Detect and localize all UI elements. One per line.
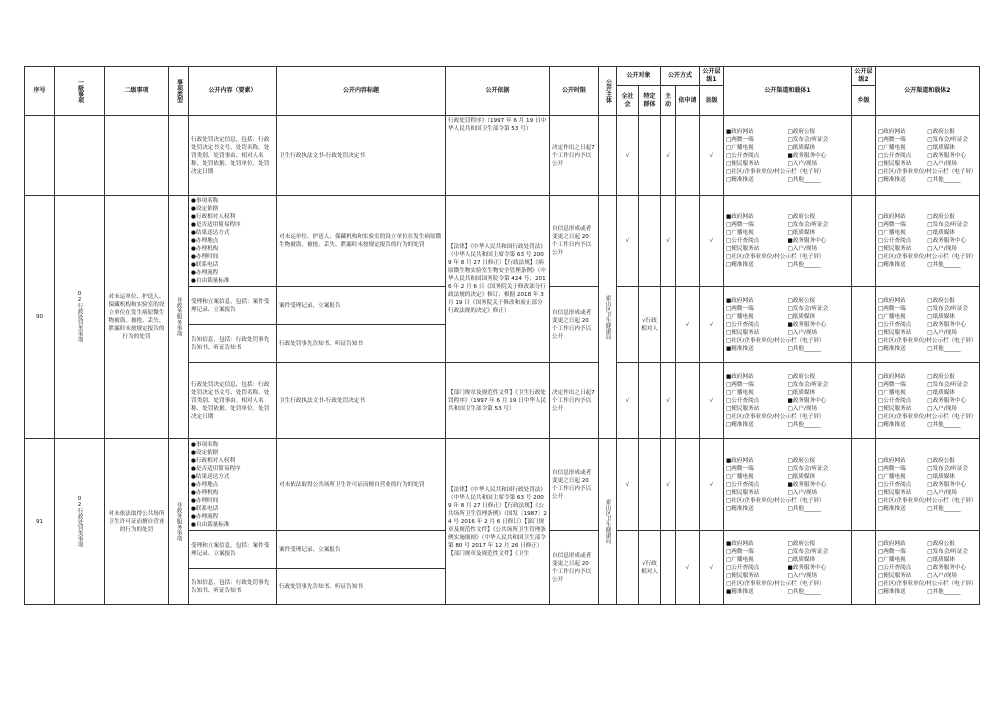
channel-option: ■政务服务中心 bbox=[787, 152, 827, 159]
title-cell: 案件受理记录、立案报告 bbox=[277, 287, 446, 325]
channel-option: □便民服务站 bbox=[878, 160, 912, 167]
channel-option: □政府网站 bbox=[878, 457, 906, 464]
channels1-cell bbox=[724, 287, 852, 363]
content-element-item: ●行政相对人权利 bbox=[191, 457, 236, 464]
header-content: 公开内容（要素） bbox=[189, 67, 277, 116]
channel-option: □公开查阅点 bbox=[726, 152, 760, 159]
channel-option: □政府公报 bbox=[927, 457, 955, 464]
channel-option: □纸质媒体 bbox=[927, 473, 955, 480]
channel-option: □两微一端 bbox=[726, 381, 754, 388]
header-target-all: 全社会 bbox=[617, 86, 639, 116]
channel-option: ■政务服务中心 bbox=[787, 321, 827, 328]
channel-option: □政务服务中心 bbox=[927, 481, 967, 488]
channel-option: ■政务服务中心 bbox=[787, 397, 827, 404]
level1-cell: 02行政处罚类事项 bbox=[55, 196, 105, 439]
content-element-item: ●事项名称 bbox=[191, 198, 219, 204]
title-cell: 行政处罚事先告知书、听证告知书 bbox=[277, 325, 446, 363]
basis-cell: 【部门规章及规范性文件】《卫生行政处罚程序》（1997 年 6 月 19 日中华人民共和国卫生部令第 53 号） bbox=[446, 363, 550, 439]
channel-option: □公开查阅点 bbox=[726, 397, 760, 404]
channel-option: □入户/现场 bbox=[927, 405, 957, 412]
channel-option: □纸质媒体 bbox=[927, 313, 955, 320]
channel-option: □社区/企事业单位/村公示栏（电子屏） bbox=[878, 168, 977, 175]
channel-option: □政府网站 bbox=[878, 297, 906, 304]
content-cell: 行政处罚决定信息，包括：行政处罚决定书文号、处罚名称、处罚类别、处罚事由、相对人名称、处罚依据、处罚单位、处罚决定日期 bbox=[189, 116, 277, 196]
channel-option: □政府公报 bbox=[927, 297, 955, 304]
table-row: 受理和立案信息，包括：案件受理记录、立案报告 案件受理记录、立案报告 自信息形成或者变更之日起 20 个工作日内予以公开 √行政相对人 √ √ ■政府网站 □政府公报 □两微一端 □发布会/听证会 □广播电视 □纸质媒体 □公开查阅点 ■政务服务中心 □便民服务站 □入户/现场 □社区/企事业单位/村公示栏（电子屏） ■精准推送 □其他______ □政府网站 □政府公报 □两微一端 □发布会/听证会 □广播电视 □纸质媒体 □公开查阅点 □政务服务中心 □便民服务站 □入户/现场 □社区/企事业单位/村公示栏（电子屏） □精准推送 □其他______ bbox=[25, 531, 980, 569]
content-cell: 受理和立案信息，包括：案件受理记录、立案报告 bbox=[189, 531, 277, 569]
channel-option: □发布会/听证会 bbox=[927, 465, 969, 472]
channel-option: □精准推送 bbox=[878, 176, 906, 183]
channel-option: □社区/企事业单位/村公示栏（电子屏） bbox=[726, 413, 825, 420]
channel-option: ■政府网站 bbox=[726, 540, 754, 547]
header-target: 公开对象 bbox=[617, 67, 661, 86]
channel-option: □精准推送 bbox=[726, 505, 754, 512]
content-element-item: ●结果送达方式 bbox=[191, 473, 230, 480]
channel-option: □便民服务站 bbox=[878, 329, 912, 336]
content-elements-cell bbox=[189, 196, 277, 287]
header-level2: 二级事项 bbox=[105, 67, 169, 116]
channel-option: □纸质媒体 bbox=[787, 230, 816, 236]
disclosure-table bbox=[24, 66, 980, 605]
content-cell: 告知信息，包括：行政处罚事先告知书、听证告知书 bbox=[189, 569, 277, 605]
channel-option: □公开查阅点 bbox=[726, 481, 760, 488]
channel-option: □纸质媒体 bbox=[787, 473, 816, 480]
channel-option: □广播电视 bbox=[726, 473, 754, 480]
content-element-item: ●办理时间 bbox=[191, 497, 219, 504]
channel-checklist bbox=[878, 457, 977, 497]
header-chan2: 公开渠道和载体2 bbox=[876, 67, 980, 116]
channel-option: □政府网站 bbox=[878, 540, 906, 547]
content-element-item: ●办理时间 bbox=[191, 254, 219, 260]
channel-option: □便民服务站 bbox=[726, 405, 760, 412]
content-element-item: ●设定依据 bbox=[191, 206, 219, 212]
channel-option: □两微一端 bbox=[726, 465, 754, 472]
time-cell: 自信息形成或者变更之日起 20 个工作日内予以公开 bbox=[550, 196, 599, 287]
channel-option: □其他______ bbox=[927, 262, 961, 268]
channel-option: □公开查阅点 bbox=[878, 238, 912, 244]
table-row: 行政处罚决定信息，包括：行政处罚决定书文号、处罚名称、处罚类别、处罚事由、相对人名称、处罚依据、处罚单位、处罚决定日期 卫生行政执法文书-行政处罚决定书 行政处罚程序》（1997 年 6 月 19 日中华人民共和国卫生部令第 53 号） 决定作出之日起7个工作日内予以公开 √ √ √ ■政府网站 □政府公报 □两微一端 □发布会/听证会 □广播电视 □纸质媒体 □公开查阅点 ■政务服务中心 □便民服务站 □入户/现场 □社区/企事业单位/村公示栏（电子屏） □精准推送 □其他______ □政府网站 □政府公报 □两微一端 □发布会/听证会 □广播电视 □纸质媒体 □公开查阅点 □政务服务中心 □便民服务站 □入户/现场 □社区/企事业单位/村公示栏（电子屏） □精准推送 □其他______ bbox=[25, 116, 980, 196]
basis-cell: 行政处罚程序》（1997 年 6 月 19 日中华人民共和国卫生部令第 53 号） bbox=[446, 116, 550, 196]
channel-option: □便民服务站 bbox=[726, 489, 760, 496]
channel-option: □政务服务中心 bbox=[927, 152, 967, 159]
channels2-cell bbox=[876, 439, 980, 531]
channel-option: □入户/现场 bbox=[927, 329, 957, 336]
header-time: 公开时限 bbox=[550, 67, 599, 116]
channels2-cell bbox=[876, 196, 980, 287]
channel-option: □便民服务站 bbox=[726, 160, 760, 167]
channel-option: □公开查阅点 bbox=[878, 397, 912, 404]
title-cell: 卫生行政执法文书-行政处罚决定书 bbox=[277, 363, 446, 439]
channel-option: □纸质媒体 bbox=[927, 144, 955, 151]
channel-option: □广播电视 bbox=[878, 473, 906, 480]
content-element-item: ●办理机构 bbox=[191, 489, 219, 496]
content-element-item: ●是否适用简易程序 bbox=[191, 222, 241, 228]
channel-option: □纸质媒体 bbox=[787, 144, 816, 151]
time-cell: 自信息形成或者变更之日起 20 个工作日内予以公开 bbox=[550, 439, 599, 531]
type-cell: 非政务服务事项 bbox=[169, 439, 189, 605]
channel-option: □政府公报 bbox=[927, 540, 955, 547]
channel-option: □便民服务站 bbox=[878, 405, 912, 412]
channel-option: □两微一端 bbox=[878, 136, 906, 143]
content-element-item: ●事项名称 bbox=[191, 441, 219, 448]
channel-option: ■政府网站 bbox=[726, 457, 754, 464]
channel-checklist bbox=[878, 540, 977, 580]
channel-option: □两微一端 bbox=[726, 222, 754, 228]
content-elements-cell bbox=[189, 439, 277, 531]
channel-option: ■政务服务中心 bbox=[787, 481, 827, 488]
channel-option: □两微一端 bbox=[878, 548, 906, 555]
channel-option: □发布会/听证会 bbox=[787, 305, 829, 312]
basis-cell: 【法律】《中华人民共和国行政处罚法》（中华人民共和国主席令第 63 号 2009 年 8 月 27 日修正）【行政法规】《病原微生物实验室生物安全管理条例》（中华人民共和国国务院令第 424 号；2016 年 2 月 6 日《国务院关于修改部分行政法规的决定》修订；根据 2018 年 3 月 19 日《国务院关于修改和废止部分行政法规的决定》修正） bbox=[446, 196, 550, 363]
channel-option: □便民服务站 bbox=[878, 489, 912, 496]
channels1-cell bbox=[724, 196, 852, 287]
channel-option: □入户/现场 bbox=[787, 329, 818, 336]
time-cell: 决定作出之日起7个工作日内予以公开 bbox=[550, 363, 599, 439]
channel-option: □公开查阅点 bbox=[878, 481, 912, 488]
channel-option: □其他______ bbox=[927, 345, 961, 352]
channel-checklist bbox=[878, 297, 977, 337]
channel-option: □发布会/听证会 bbox=[787, 222, 829, 228]
time-cell: 自信息形成或者变更之日起 20 个工作日内予以公开 bbox=[550, 531, 599, 605]
channel-option: □政府网站 bbox=[878, 373, 906, 380]
time-cell: 决定作出之日起7个工作日内予以公开 bbox=[550, 116, 599, 196]
channel-option: □其他______ bbox=[787, 421, 821, 428]
title-cell: 对未依法取得公共场所卫生许可证而擅自营业的行为的处罚 bbox=[277, 439, 446, 531]
channel-option: □社区/企事业单位/村公示栏（电子屏） bbox=[878, 337, 977, 344]
channel-option: □社区/企事业单位/村公示栏（电子屏） bbox=[878, 497, 977, 504]
channel-option: □广播电视 bbox=[878, 230, 906, 236]
channel-option: □社区/企事业单位/村公示栏（电子屏） bbox=[878, 580, 977, 587]
channel-option: □广播电视 bbox=[878, 144, 906, 151]
channels1-cell bbox=[724, 116, 852, 196]
channel-option: □发布会/听证会 bbox=[927, 136, 969, 143]
channel-option: □精准推送 bbox=[726, 421, 754, 428]
channel-option: ■政府网站 bbox=[726, 128, 754, 135]
content-element-item: ●设定依据 bbox=[191, 449, 219, 456]
channel-option: □发布会/听证会 bbox=[927, 222, 969, 228]
channel-checklist bbox=[878, 213, 977, 253]
channel-option: ■政务服务中心 bbox=[787, 238, 827, 244]
channel-option: □纸质媒体 bbox=[787, 389, 816, 396]
table-row: 91 02行政处罚类事项 对未依法取得公共场所卫生许可证而擅自营业的行为的处罚 非政务服务事项 ●事项名称 ●设定依据 ●行政相对人权利 ●是否适用简易程序 ●结果送达方式 ●办理地点 ●办理机构 ●办理时间 ●联系电话 ●办理流程 ●自由裁量标准 对未依法取得公共场所卫生许可证而擅自营业的行为的处罚 【法律】《中华人民共和国行政处罚法》（中华人民共和国主席令第 63 号 2009 年 8 月 27 日修正）【行政法规】《公共场所卫生管理条例》（国发〔1987〕24 号 2016 年 2 月 6 日修订）【部门规章及规范性文件】《公共场所卫生管理条例实施细则》（中华人民共和国卫生部令第 80 号 2017 年 12 月 26 日修正）【部门规章及规范性文件】《卫生 自信息形成或者变更之日起 20 个工作日内予以公开 霍山区卫生健康局 √ √ √ ■政府网站 □政府公报 □两微一端 □发布会/听证会 □广播电视 □纸质媒体 □公开查阅点 ■政务服务中心 □便民服务站 □入户/现场 □社区/企事业单位/村公示栏（电子屏） □精准推送 □其他______ □政府网站 □政府公报 □两微一端 □发布会/听证会 □广播电视 □纸质媒体 □公开查阅点 □政务服务中心 □便民服务站 □入户/现场 □社区/企事业单位/村公示栏（电子屏） □精准推送 □其他______ bbox=[25, 439, 980, 531]
channel-option: □发布会/听证会 bbox=[787, 548, 829, 555]
channels2-cell bbox=[876, 531, 980, 605]
channel-option: □两微一端 bbox=[878, 305, 906, 312]
header-level1: 一级事项 bbox=[55, 67, 105, 116]
channel-option: □其他______ bbox=[927, 588, 961, 595]
channels1-cell bbox=[724, 531, 852, 605]
header-town: 乡级 bbox=[852, 86, 876, 116]
channel-option: □纸质媒体 bbox=[787, 556, 816, 563]
content-element-item: ●是否适用简易程序 bbox=[191, 465, 241, 472]
level1-cell: 02行政处罚类事项 bbox=[55, 439, 105, 605]
channel-option: □入户/现场 bbox=[787, 246, 818, 252]
channel-option: □其他______ bbox=[927, 176, 961, 183]
channel-option: □便民服务站 bbox=[878, 572, 912, 579]
channel-option: □精准推送 bbox=[726, 262, 754, 268]
channel-option: □便民服务站 bbox=[726, 329, 760, 336]
content-element-item: ●自由裁量标准 bbox=[191, 278, 230, 284]
channel-option: □其他______ bbox=[787, 588, 821, 595]
channel-option: □政府公报 bbox=[787, 373, 816, 380]
channel-option: □入户/现场 bbox=[787, 405, 818, 412]
channel-checklist bbox=[726, 457, 849, 497]
channel-option: □广播电视 bbox=[878, 556, 906, 563]
channel-option: □广播电视 bbox=[726, 389, 754, 396]
channel-option: □精准推送 bbox=[878, 588, 906, 595]
channels2-cell bbox=[876, 363, 980, 439]
header-subject: 公开主体 bbox=[599, 67, 617, 116]
content-element-item: ●办理地点 bbox=[191, 238, 219, 244]
channel-option: □公开查阅点 bbox=[878, 152, 912, 159]
title-cell: 对未运单位、护送人、保藏机构和实验室的设立单位在发生病原微生物被盗、被抢、丢失、泄漏时未按规定报告的行为的处罚 bbox=[277, 196, 446, 287]
channel-option: □政务服务中心 bbox=[927, 397, 967, 404]
channel-option: □精准推送 bbox=[878, 421, 906, 428]
channel-option: □入户/现场 bbox=[787, 489, 818, 496]
channel-option: □公开查阅点 bbox=[878, 321, 912, 328]
channel-checklist bbox=[726, 128, 849, 168]
channel-option: □社区/企事业单位/村公示栏（电子屏） bbox=[878, 413, 977, 420]
channel-option: □公开查阅点 bbox=[878, 564, 912, 571]
channel-option: □其他______ bbox=[787, 262, 821, 268]
channel-option: □广播电视 bbox=[726, 144, 754, 151]
channel-option: ■精准推送 bbox=[726, 588, 754, 595]
channel-option: □入户/现场 bbox=[927, 489, 957, 496]
channel-option: □公开查阅点 bbox=[726, 238, 760, 244]
channel-option: □其他______ bbox=[787, 345, 821, 352]
channel-option: □精准推送 bbox=[878, 505, 906, 512]
channel-option: □纸质媒体 bbox=[927, 389, 955, 396]
channel-option: ■精准推送 bbox=[726, 345, 754, 352]
table-row: 行政处罚决定信息，包括：行政处罚决定书文号、处罚名称、处罚类别、处罚事由、相对人名称、处罚依据、处罚单位、处罚决定日期 卫生行政执法文书-行政处罚决定书 【部门规章及规范性文件】《卫生行政处罚程序》（1997 年 6 月 19 日中华人民共和国卫生部令第 53 号） 决定作出之日起7个工作日内予以公开 √ √ √ ■政府网站 □政府公报 □两微一端 □发布会/听证会 □广播电视 □纸质媒体 □公开查阅点 ■政务服务中心 □便民服务站 □入户/现场 □社区/企事业单位/村公示栏（电子屏） □精准推送 □其他______ □政府网站 □政府公报 □两微一端 □发布会/听证会 □广播电视 □纸质媒体 □公开查阅点 □政务服务中心 □便民服务站 □入户/现场 □社区/企事业单位/村公示栏（电子屏） □精准推送 □其他______ bbox=[25, 363, 980, 439]
type-cell: 非政务服务事项 bbox=[169, 196, 189, 439]
channel-option: □政府网站 bbox=[878, 128, 906, 135]
channel-checklist bbox=[878, 128, 977, 168]
channel-option: □政府公报 bbox=[787, 214, 816, 220]
content-element-item: ●办理流程 bbox=[191, 513, 219, 520]
header-seq: 序号 bbox=[25, 67, 55, 116]
channel-option: □发布会/听证会 bbox=[927, 548, 969, 555]
channel-option: □便民服务站 bbox=[878, 246, 912, 252]
channel-option: □政府公报 bbox=[787, 540, 816, 547]
header-target-group: 特定群体 bbox=[639, 86, 661, 116]
channel-option: □广播电视 bbox=[878, 313, 906, 320]
channel-option: □两微一端 bbox=[726, 548, 754, 555]
channels1-cell bbox=[724, 363, 852, 439]
table-row: 受理和立案信息，包括：案件受理记录、立案报告 案件受理记录、立案报告 自信息形成或者变更之日起 20 个工作日内予以公开 √行政相对人 √ √ ■政府网站 □政府公报 □两微一端 □发布会/听证会 □广播电视 □纸质媒体 □公开查阅点 ■政务服务中心 □便民服务站 □入户/现场 □社区/企事业单位/村公示栏（电子屏） ■精准推送 □其他______ □政府网站 □政府公报 □两微一端 □发布会/听证会 □广播电视 □纸质媒体 □公开查阅点 □政务服务中心 □便民服务站 □入户/现场 □社区/企事业单位/村公示栏（电子屏） □精准推送 □其他______ bbox=[25, 287, 980, 325]
header-method: 公开方式 bbox=[661, 67, 700, 86]
channel-option: □两微一端 bbox=[726, 305, 754, 312]
channel-option: □入户/现场 bbox=[787, 572, 818, 579]
channel-option: □政府公报 bbox=[927, 128, 955, 135]
channel-option: □入户/现场 bbox=[927, 246, 957, 252]
channel-option: □政府公报 bbox=[927, 214, 955, 220]
channel-option: □入户/现场 bbox=[927, 572, 957, 579]
header-method-active: 主动 bbox=[661, 86, 676, 116]
channel-option: □政务服务中心 bbox=[927, 238, 967, 244]
channel-option: □便民服务站 bbox=[726, 572, 760, 579]
channel-option: □社区/企事业单位/村公示栏（电子屏） bbox=[726, 337, 825, 344]
basis-cell: 【法律】《中华人民共和国行政处罚法》（中华人民共和国主席令第 63 号 2009 年 8 月 27 日修正）【行政法规】《公共场所卫生管理条例》（国发〔1987〕24 号 2016 年 2 月 6 日修订）【部门规章及规范性文件】《公共场所卫生管理条例实施细则》（中华人民共和国卫生部令第 80 号 2017 年 12 月 26 日修正）【部门规章及规范性文件】《卫生 bbox=[446, 439, 550, 605]
channel-option: □精准推送 bbox=[878, 345, 906, 352]
title-cell: 行政处罚事先告知书、听证告知书 bbox=[277, 569, 446, 605]
time-cell: 自信息形成或者变更之日起 20 个工作日内予以公开 bbox=[550, 287, 599, 363]
channel-checklist bbox=[726, 540, 849, 580]
channel-option: □政府公报 bbox=[787, 297, 816, 304]
channel-option: □政务服务中心 bbox=[927, 321, 967, 328]
channel-option: □便民服务站 bbox=[726, 246, 760, 252]
channel-option: □公开查阅点 bbox=[726, 564, 760, 571]
header-lvl1: 公开层级1 bbox=[700, 67, 724, 86]
title-cell: 卫生行政执法文书-行政处罚决定书 bbox=[277, 116, 446, 196]
channel-option: □入户/现场 bbox=[787, 160, 818, 167]
content-cell: 告知信息，包括：行政处罚事先告知书、听证告知书 bbox=[189, 325, 277, 363]
channels2-cell bbox=[876, 287, 980, 363]
channel-checklist bbox=[726, 373, 849, 413]
level2-cell: 对未运单位、护送人、保藏机构和实验室的设立单位在发生病原微生物被盗、被抢、丢失、泄漏时未按规定报告的行为的处罚 bbox=[105, 196, 169, 439]
title-cell: 案件受理记录、立案报告 bbox=[277, 531, 446, 569]
channel-option: □广播电视 bbox=[878, 389, 906, 396]
content-element-item: ●联系电话 bbox=[191, 262, 219, 268]
channel-option: □其他______ bbox=[927, 505, 961, 512]
channel-option: □政府公报 bbox=[787, 457, 816, 464]
channel-option: □政府公报 bbox=[927, 373, 955, 380]
channel-option: □两微一端 bbox=[726, 136, 754, 143]
channel-option: ■政务服务中心 bbox=[787, 564, 827, 571]
table-row: 90 02行政处罚类事项 对未运单位、护送人、保藏机构和实验室的设立单位在发生病原微生物被盗、被抢、丢失、泄漏时未按规定报告的行为的处罚 非政务服务事项 ●事项名称 ●设定依据 ●行政相对人权利 ●是否适用简易程序 ●结果送达方式 ●办理地点 ●办理机构 ●办理时间 ●联系电话 ●办理流程 ●自由裁量标准 对未运单位、护送人、保藏机构和实验室的设立单位在发生病原微生物被盗、被抢、丢失、泄漏时未按规定报告的行为的处罚 【法律】《中华人民共和国行政处罚法》（中华人民共和国主席令第 63 号 2009 年 8 月 27 日修正）【行政法规】《病原微生物实验室生物安全管理条例》（中华人民共和国国务院令第 424 号；2016 年 2 月 6 日《国务院关于修改部分行政法规的决定》修订；根据 2018 年 3 月 19 日《国务院关于修改和废止部分行政法规的决定》修正） 自信息形成或者变更之日起 20 个工作日内予以公开 霍山区卫生健康局 √ √ √ ■政府网站 □政府公报 □两微一端 □发布会/听证会 □广播电视 □纸质媒体 □公开查阅点 ■政务服务中心 □便民服务站 □入户/现场 □社区/企事业单位/村公示栏（电子屏） □精准推送 □其他______ □政府网站 □政府公报 □两微一端 □发布会/听证会 □广播电视 □纸质媒体 □公开查阅点 □政务服务中心 □便民服务站 □入户/现场 □社区/企事业单位/村公示栏（电子屏） □精准推送 □其他______ bbox=[25, 196, 980, 287]
header-basis: 公开依据 bbox=[446, 67, 550, 116]
channel-option: □精准推送 bbox=[726, 176, 754, 183]
header-lvl2: 公开层级2 bbox=[852, 67, 876, 86]
content-element-item: ●行政相对人权利 bbox=[191, 214, 236, 220]
header-chan1: 公开渠道和载体1 bbox=[724, 67, 852, 116]
channel-checklist bbox=[726, 213, 849, 253]
channel-option: □两微一端 bbox=[878, 222, 906, 228]
content-cell: 行政处罚决定信息，包括：行政处罚决定书文号、处罚名称、处罚类别、处罚事由、相对人名称、处罚依据、处罚单位、处罚决定日期 bbox=[189, 363, 277, 439]
channel-option: □发布会/听证会 bbox=[787, 381, 829, 388]
channel-option: □纸质媒体 bbox=[927, 230, 955, 236]
channel-option: □其他______ bbox=[927, 421, 961, 428]
content-element-item: ●办理地点 bbox=[191, 481, 219, 488]
content-element-item: ●自由裁量标准 bbox=[191, 521, 230, 528]
seq-cell: 91 bbox=[25, 439, 55, 605]
channel-option: □广播电视 bbox=[726, 313, 754, 320]
seq-cell: 90 bbox=[25, 196, 55, 439]
channel-option: □其他______ bbox=[787, 505, 821, 512]
channel-option: □政府网站 bbox=[878, 214, 906, 220]
channel-option: □发布会/听证会 bbox=[787, 136, 829, 143]
channel-option: □入户/现场 bbox=[927, 160, 957, 167]
level2-cell: 对未依法取得公共场所卫生许可证而擅自营业的行为的处罚 bbox=[105, 439, 169, 605]
channel-option: □公开查阅点 bbox=[726, 321, 760, 328]
channel-option: □广播电视 bbox=[726, 230, 754, 236]
channel-option: □政府公报 bbox=[787, 128, 816, 135]
subject-cell: 霍山区卫生健康局 bbox=[599, 439, 617, 605]
channel-option: □纸质媒体 bbox=[927, 556, 955, 563]
channel-checklist bbox=[878, 373, 977, 413]
header-type: 事项类型 bbox=[169, 67, 189, 116]
channel-option: □社区/企事业单位/村公示栏（电子屏） bbox=[726, 254, 825, 260]
channel-option: □政务服务中心 bbox=[927, 564, 967, 571]
header-county: 县级 bbox=[700, 86, 724, 116]
channel-option: □社区/企事业单位/村公示栏（电子屏） bbox=[726, 580, 825, 587]
channel-checklist bbox=[726, 297, 849, 337]
channel-option: ■政府网站 bbox=[726, 297, 754, 304]
channel-option: □广播电视 bbox=[726, 556, 754, 563]
content-element-item: ●办理流程 bbox=[191, 270, 219, 276]
channel-option: □社区/企事业单位/村公示栏（电子屏） bbox=[878, 254, 977, 260]
channel-option: ■政府网站 bbox=[726, 214, 754, 220]
channel-option: □社区/企事业单位/村公示栏（电子屏） bbox=[726, 168, 825, 175]
channels2-cell bbox=[876, 116, 980, 196]
content-cell: 受理和立案信息，包括：案件受理记录、立案报告 bbox=[189, 287, 277, 325]
channel-option: □精准推送 bbox=[878, 262, 906, 268]
header-method-apply: 依申请 bbox=[676, 86, 700, 116]
channel-option: □发布会/听证会 bbox=[927, 381, 969, 388]
channel-option: □两微一端 bbox=[878, 381, 906, 388]
channel-option: ■政府网站 bbox=[726, 373, 754, 380]
content-element-item: ●办理机构 bbox=[191, 246, 219, 252]
subject-cell: 霍山区卫生健康局 bbox=[599, 196, 617, 439]
channel-option: □其他______ bbox=[787, 176, 821, 183]
channels1-cell bbox=[724, 439, 852, 531]
header-title: 公开内容标题 bbox=[277, 67, 446, 116]
channel-option: □两微一端 bbox=[878, 465, 906, 472]
channel-option: □社区/企事业单位/村公示栏（电子屏） bbox=[726, 497, 825, 504]
channel-option: □纸质媒体 bbox=[787, 313, 816, 320]
content-element-item: ●结果送达方式 bbox=[191, 230, 230, 236]
content-element-item: ●联系电话 bbox=[191, 505, 219, 512]
channel-option: □发布会/听证会 bbox=[787, 465, 829, 472]
channel-option: □发布会/听证会 bbox=[927, 305, 969, 312]
